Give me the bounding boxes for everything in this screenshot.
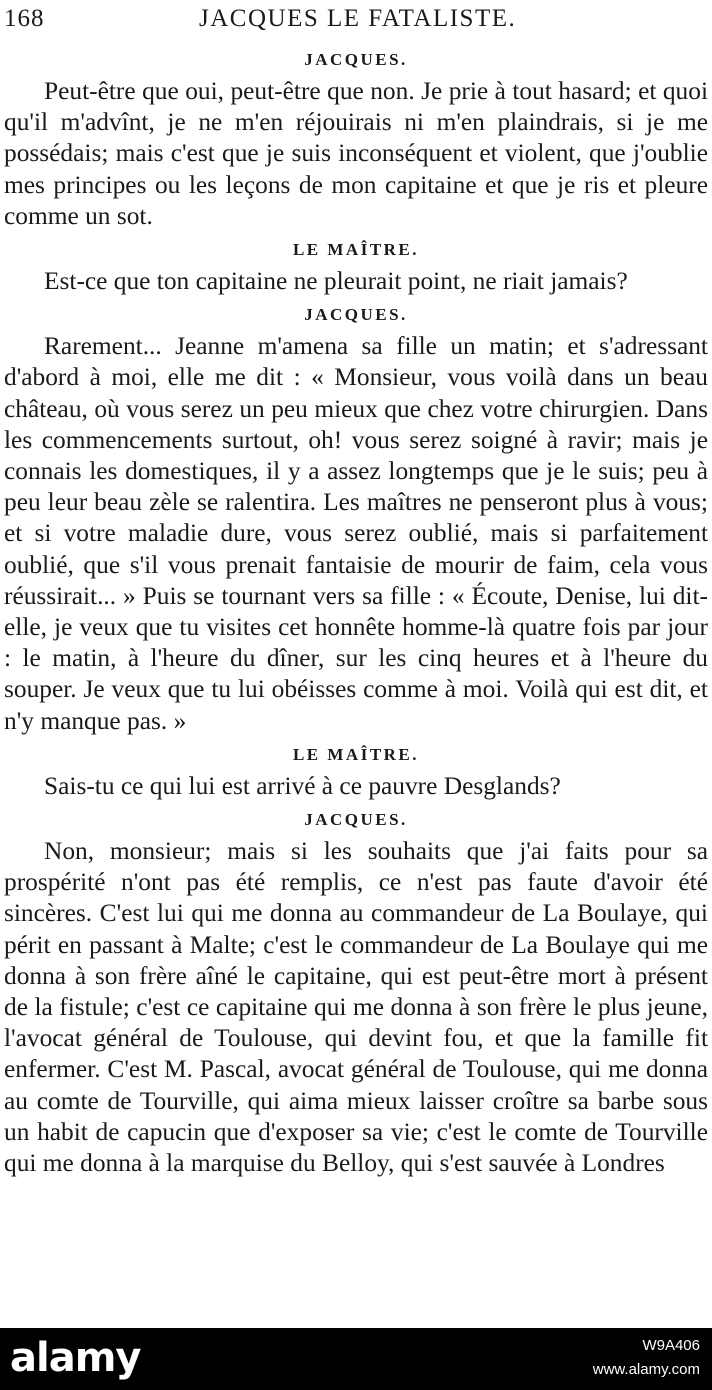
page-body: [4, 48, 708, 1179]
stock-watermark-bar: [0, 1328, 712, 1390]
dialogue-paragraph: Non, monsieur; mais si les souhaits que j'ai faits pour sa prospérité n'ont pas été remplis, ce n'est pas faute d'avoir été sincères. C'est lui qui me donna au commandeur de La Boulaye, qui périt en passant à Malte; c'est le commandeur de La Boulaye qui me donna à son frère aîné le capitaine, qui est peut-être mort à présent de la fistule; c'est ce capitaine qui me donna à son frère le plus jeune, l'avocat général de Toulouse, qui devint fou, et que la famille fit enfermer. C'est M. Pascal, avocat général de Toulouse, qui me donna au comte de Tourville, qui aima mieux laisser croître sa barbe sous un habit de capucin que d'exposer sa vie; c'est le comte de Tourville qui me donna à la marquise du Belloy, qui s'est sauvée à Londres: [4, 837, 708, 1178]
dialogue-paragraph: Sais-tu ce qui lui est arrivé à ce pauvre Desglands?: [44, 771, 561, 800]
speaker-label: LE MAÎTRE.: [292, 240, 420, 260]
dialogue-paragraph: Peut-être que oui, peut-être que non. Je prie à tout hasard; et quoi qu'il m'advînt, je ne m'en réjouirais ni m'en plaindrais, si je me possédais; mais c'est que je suis inconséquent et violent, que j'oublie mes principes ou les leçons de mon capitaine et que je ris et pleure comme un sot.: [4, 77, 708, 230]
running-title: JACQUES LE FATALISTE.: [199, 5, 517, 32]
site-url: www.alamy.com: [592, 1361, 700, 1378]
speaker-label: JACQUES.: [304, 50, 408, 69]
dialogue-paragraph: Est-ce que ton capitaine ne pleurait point, ne riait jamais?: [44, 267, 628, 296]
page-header: [4, 2, 708, 36]
speaker-label: JACQUES.: [304, 810, 408, 830]
alamy-logo: alamy: [10, 1335, 141, 1381]
speaker-label: JACQUES.: [304, 305, 408, 325]
page-number: 168: [4, 5, 45, 32]
speaker-label: LE MAÎTRE.: [292, 744, 420, 764]
image-id: W9A406: [642, 1337, 700, 1354]
dialogue-paragraph: Rarement... Jeanne m'amena sa fille un matin; et s'adressant d'abord à moi, elle me dit : « Monsieur, vous voilà dans un beau château, où vous serez un peu mieux que chez votre chirurgien. Dans les commencements surtout, oh! vous serez soigné à ravir; mais je connais les domestiques, il y a assez longtemps que je le suis; peu à peu leur beau zèle se ralentira. Les maîtres ne penseront plus à vous; et si votre maladie dure, vous serez oublié, mais si parfaitement oublié, que s'il vous prenait fantaisie de mourir de faim, cela vous réussirait... » Puis se tournant vers sa fille : « Écoute, Denise, lui dit-elle, je veux que tu visites cet honnête homme-là quatre fois par jour : le matin, à l'heure du dîner, sur les cinq heures et à l'heure du souper. Je veux que tu lui obéisses comme à moi. Voilà qui est dit, et n'y manque pas. »: [4, 332, 708, 735]
